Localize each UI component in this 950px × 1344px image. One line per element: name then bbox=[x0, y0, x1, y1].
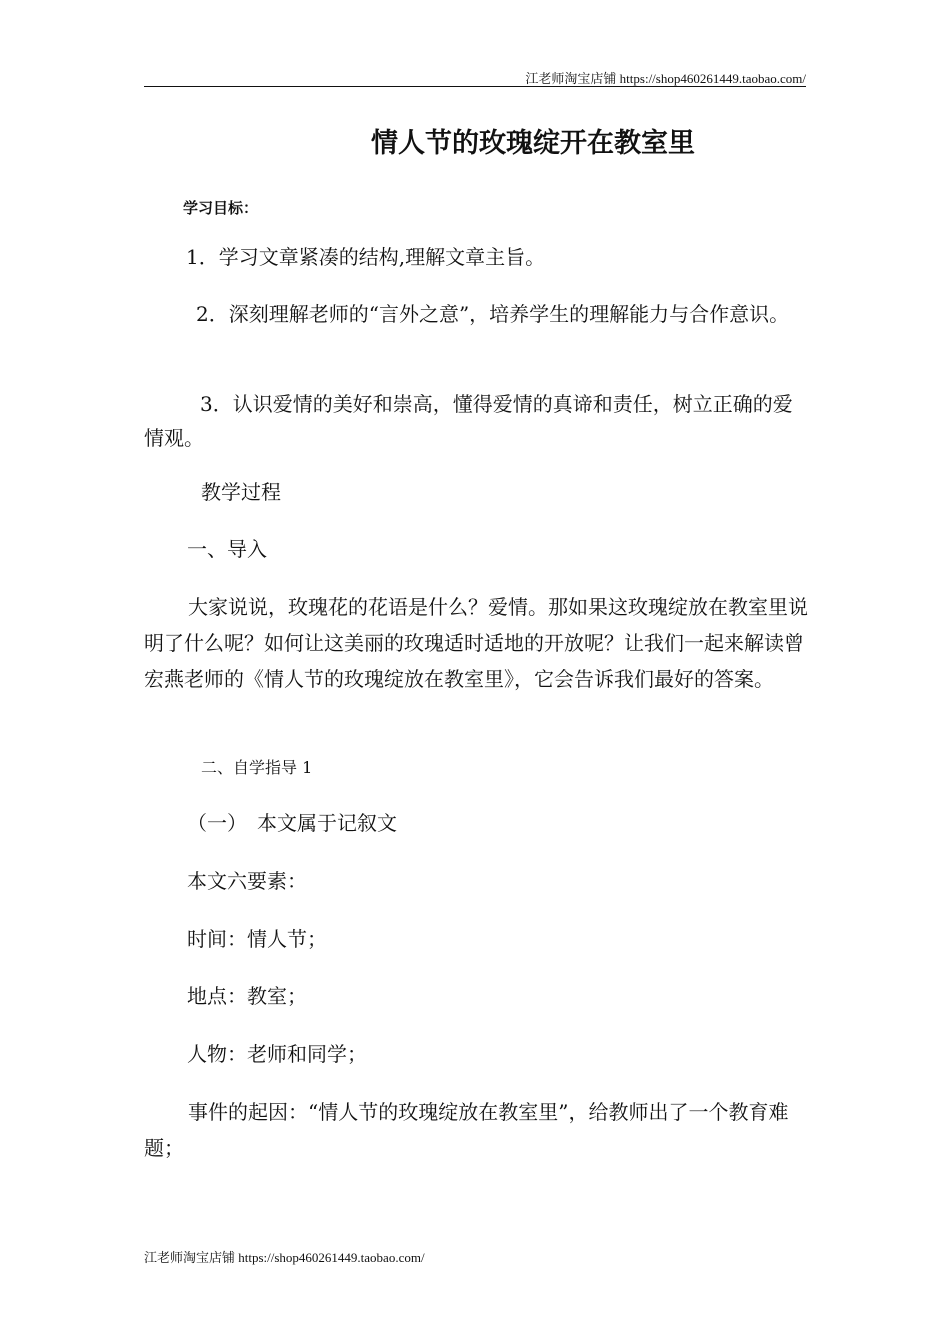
element-cause: 事件的起因：“情人节的玫瑰绽放在教室里”，给教师出了一个教育难题； bbox=[144, 1100, 789, 1160]
document-title: 情人节的玫瑰绽开在教室里 bbox=[371, 128, 695, 159]
section-1-title: 一、导入 bbox=[187, 537, 267, 561]
objective-item-2: 2．深刻理解老师的“言外之意”，培养学生的理解能力与合作意识。 bbox=[196, 302, 790, 326]
page-footer: 江老师淘宝店铺 https://shop460261449.taobao.com/ bbox=[144, 1250, 425, 1265]
section-2-title: 二、自学指导 1 bbox=[201, 758, 313, 777]
objective-item-1: 1．学习文章紧凑的结构,理解文章主旨。 bbox=[186, 245, 546, 269]
header-divider bbox=[144, 86, 806, 87]
objectives-label: 学习目标： bbox=[183, 199, 259, 217]
element-people: 人物：老师和同学； bbox=[187, 1042, 367, 1066]
process-heading: 教学过程 bbox=[201, 480, 281, 504]
element-place: 地点：教室； bbox=[187, 984, 307, 1008]
element-time: 时间：情人节； bbox=[187, 927, 327, 951]
subsection-1-title: （一） 本文属于记叙文 bbox=[187, 811, 397, 835]
objective-item-3: 3．认识爱情的美好和崇高，懂得爱情的真谛和责任，树立正确的爱情观。 bbox=[144, 392, 793, 450]
section-1-body: 大家说说，玫瑰花的花语是什么？爱情。那如果这玫瑰绽放在教室里说明了什么呢？如何让这美丽的玫瑰适时适地的开放呢？让我们一起来解读曾宏燕老师的《情人节的玫瑰绽放在教室里》，它会告诉我们最好的答案。 bbox=[144, 595, 808, 691]
page-header: 江老师淘宝店铺 https://shop460261449.taobao.com/ bbox=[525, 71, 806, 86]
elements-label: 本文六要素： bbox=[187, 869, 307, 893]
